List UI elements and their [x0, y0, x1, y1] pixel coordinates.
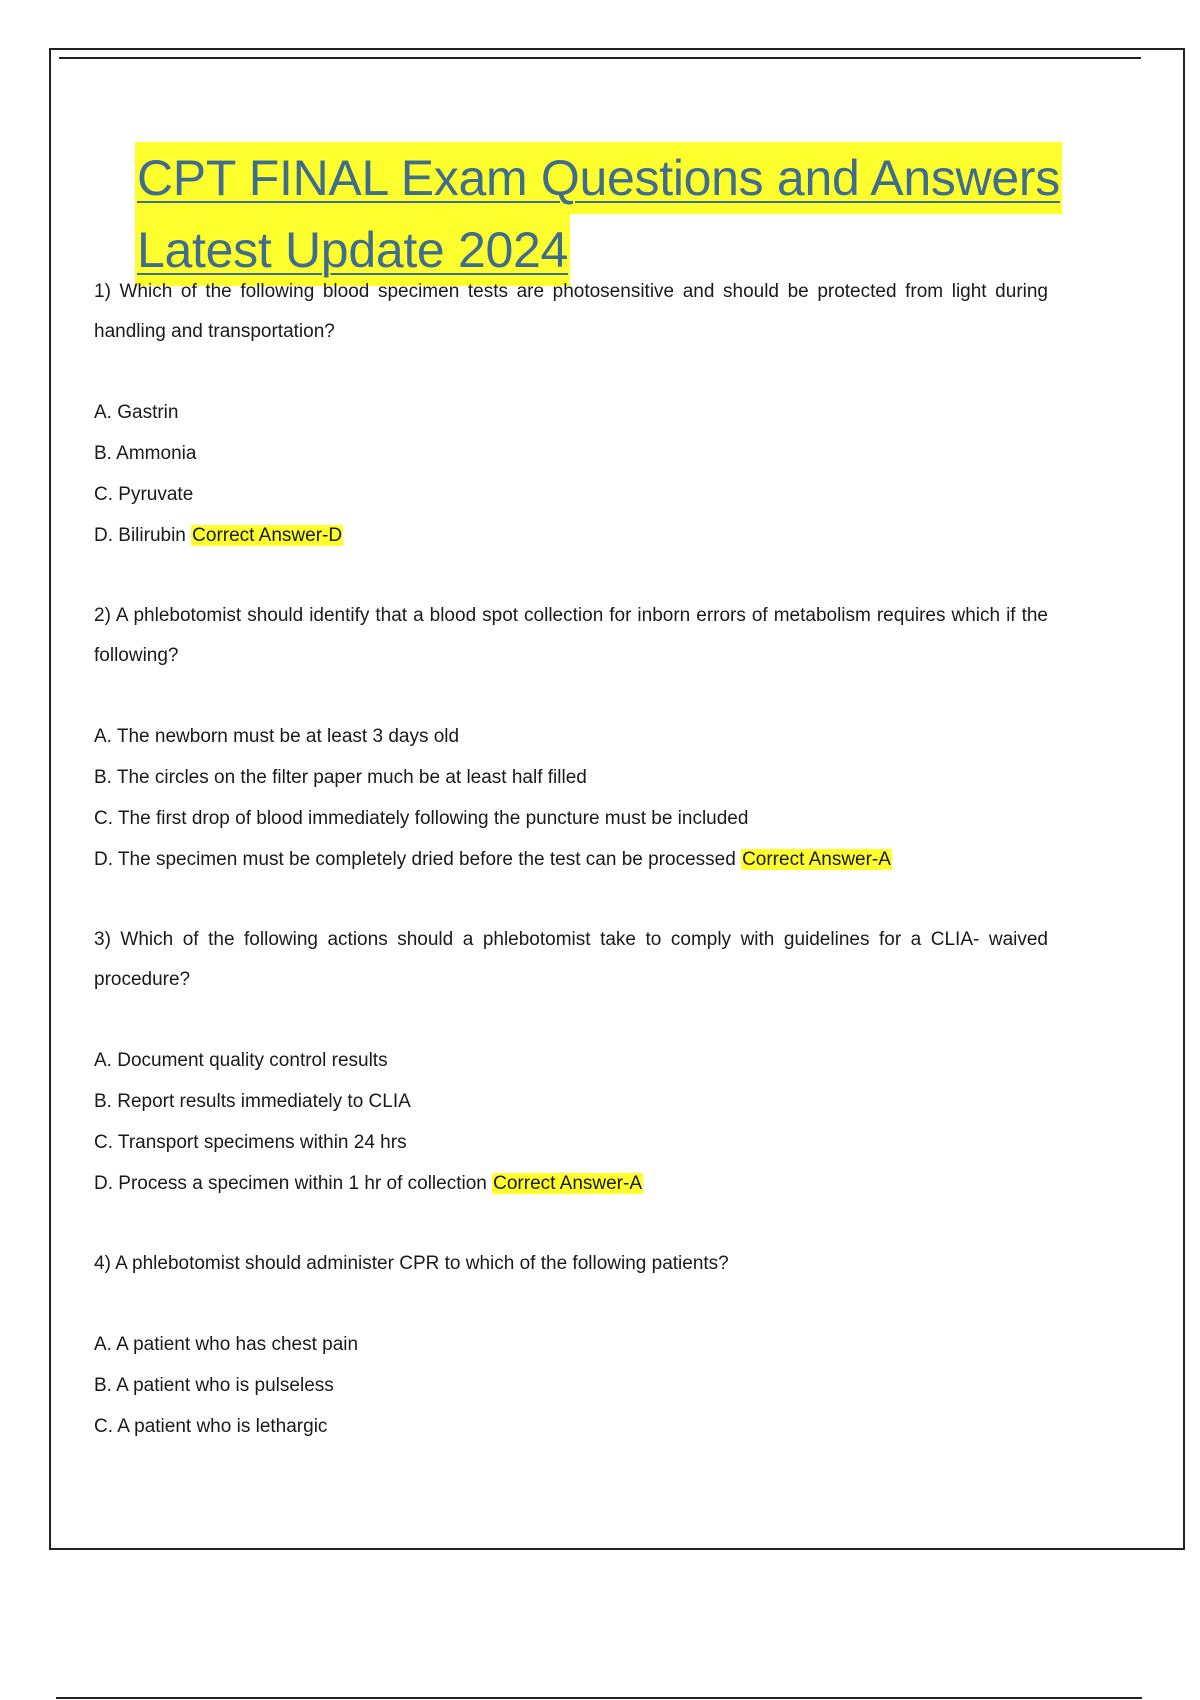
- option-d-text: D. Bilirubin: [94, 525, 186, 546]
- option-list: [94, 1324, 1048, 1447]
- option-d-text: D. The specimen must be completely dried before the test can be processed: [94, 849, 736, 870]
- option-list: [94, 392, 1048, 556]
- top-rule: [59, 57, 1141, 59]
- question-text: 4) A phlebotomist should administer CPR to which of the following patients?: [94, 1253, 729, 1274]
- option-c: C. A patient who is lethargic: [94, 1416, 328, 1437]
- question-list: [94, 272, 1048, 1487]
- question-block-4: [94, 1244, 1048, 1447]
- option-a: A. A patient who has chest pain: [94, 1334, 359, 1355]
- bottom-rule: [56, 1697, 1142, 1699]
- correct-answer: Correct Answer-A: [742, 849, 891, 870]
- option-d-text: D. Process a specimen within 1 hr of collection: [94, 1173, 487, 1194]
- question-text: 2) A phlebotomist should identify that a blood spot collection for inborn errors of metabolism requires which if the following?: [94, 605, 1048, 666]
- title-line-2: Latest Update 2024: [135, 214, 570, 286]
- question-text: 3) Which of the following actions should a phlebotomist take to comply with guidelines for a CLIA- waived procedure?: [94, 929, 1048, 990]
- option-c: C. The first drop of blood immediately following the puncture must be included: [94, 808, 749, 829]
- option-c: C. Pyruvate: [94, 484, 194, 505]
- option-d: [94, 515, 1048, 556]
- correct-answer: Correct Answer-A: [493, 1173, 642, 1194]
- option-a: A. The newborn must be at least 3 days old: [94, 726, 460, 747]
- title-line-1: CPT FINAL Exam Questions and Answers: [135, 142, 1062, 214]
- correct-answer: Correct Answer-D: [192, 525, 343, 546]
- option-a: A. Gastrin: [94, 402, 179, 423]
- option-c: C. Transport specimens within 24 hrs: [94, 1132, 407, 1153]
- option-b: B. Ammonia: [94, 443, 197, 464]
- question-block-3: [94, 920, 1048, 1204]
- option-a: A. Document quality control results: [94, 1050, 388, 1071]
- option-b: B. Report results immediately to CLIA: [94, 1091, 411, 1112]
- question-block-2: [94, 596, 1048, 880]
- option-d: [94, 839, 1048, 880]
- option-b: B. The circles on the filter paper much be at least half filled: [94, 767, 587, 788]
- option-b: B. A patient who is pulseless: [94, 1375, 334, 1396]
- option-d: [94, 1163, 1048, 1204]
- question-text: 1) Which of the following blood specimen tests are photosensitive and should be protected from light during handling and transportation?: [94, 281, 1048, 342]
- option-list: [94, 716, 1048, 880]
- option-list: [94, 1040, 1048, 1204]
- document-title: [135, 142, 1095, 286]
- question-block-1: [94, 272, 1048, 556]
